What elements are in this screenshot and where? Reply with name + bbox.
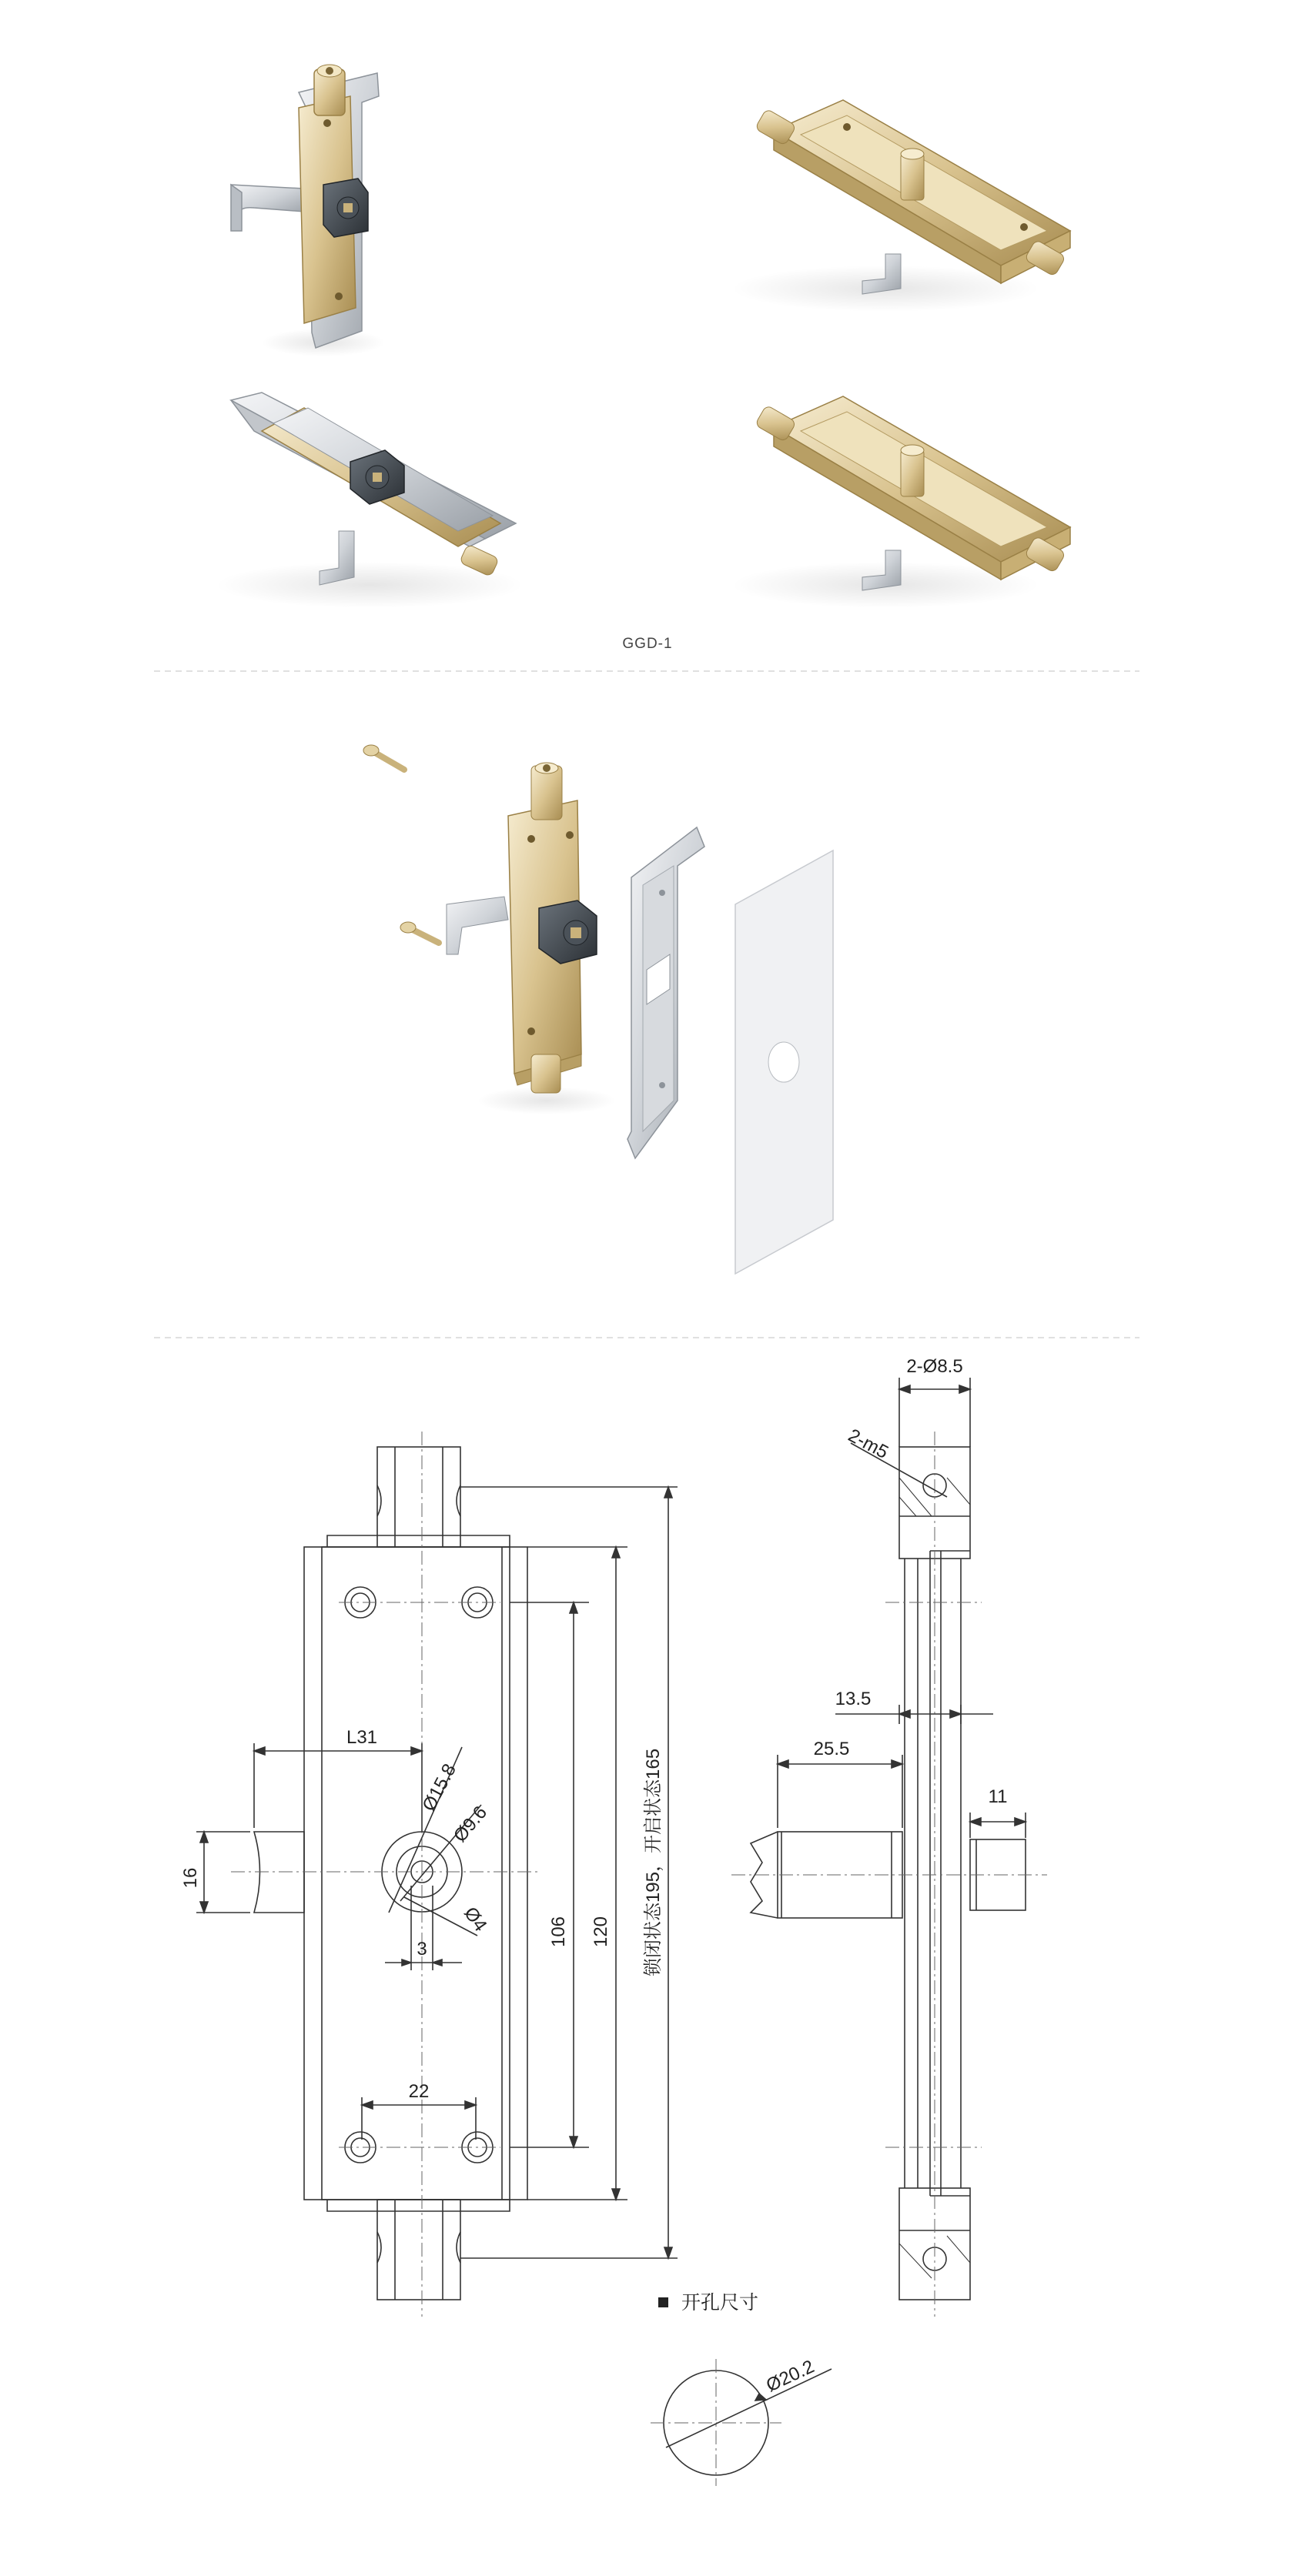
dim-13-5: 13.5	[835, 1689, 872, 1709]
dim-120: 120	[591, 1916, 611, 1948]
dim-22: 22	[408, 2081, 430, 2102]
dim-d15-8: Ø15.8	[418, 1760, 460, 1815]
cutout-drawing	[651, 2297, 832, 2486]
screw-mid	[400, 922, 439, 943]
model-caption: GGD-1	[622, 636, 673, 652]
render-front-vertical	[231, 65, 385, 356]
dim-2-d8-5: 2-Ø8.5	[906, 1356, 963, 1377]
dim-16: 16	[180, 1867, 201, 1889]
side-view	[731, 1378, 1047, 2317]
front-view	[196, 1432, 678, 2317]
top-bolt	[377, 1447, 460, 1547]
dim-11: 11	[988, 1786, 1008, 1807]
bottom-bolt	[377, 2200, 460, 2300]
cutout-bullet	[658, 2297, 668, 2307]
render-iso-bottom-right	[731, 396, 1070, 608]
dim-106: 106	[548, 1916, 569, 1948]
door-panel	[735, 850, 833, 1274]
dim-overall: 锁闭状态195，开启状态165	[643, 1748, 664, 1977]
dim-d9-6: Ø9.6	[449, 1802, 492, 1846]
technical-drawing	[196, 1378, 1047, 2486]
dim-d20-2: Ø20.2	[763, 2356, 818, 2397]
bracket	[447, 897, 508, 954]
render-iso-top-right	[731, 100, 1070, 312]
render-iso-back	[216, 393, 524, 608]
screw-top	[363, 745, 404, 770]
exploded-view	[363, 745, 833, 1274]
lock-body	[477, 763, 616, 1114]
product-views	[216, 65, 1070, 652]
cutout-title: 开孔尺寸	[681, 2292, 759, 2314]
dim-l31: L31	[346, 1727, 378, 1748]
dim-d4: Ø4	[460, 1903, 491, 1936]
dim-25-5: 25.5	[813, 1739, 850, 1759]
dim-2-m5: 2-m5	[845, 1425, 892, 1463]
dim-3: 3	[417, 1939, 427, 1960]
steel-plate	[627, 827, 704, 1158]
